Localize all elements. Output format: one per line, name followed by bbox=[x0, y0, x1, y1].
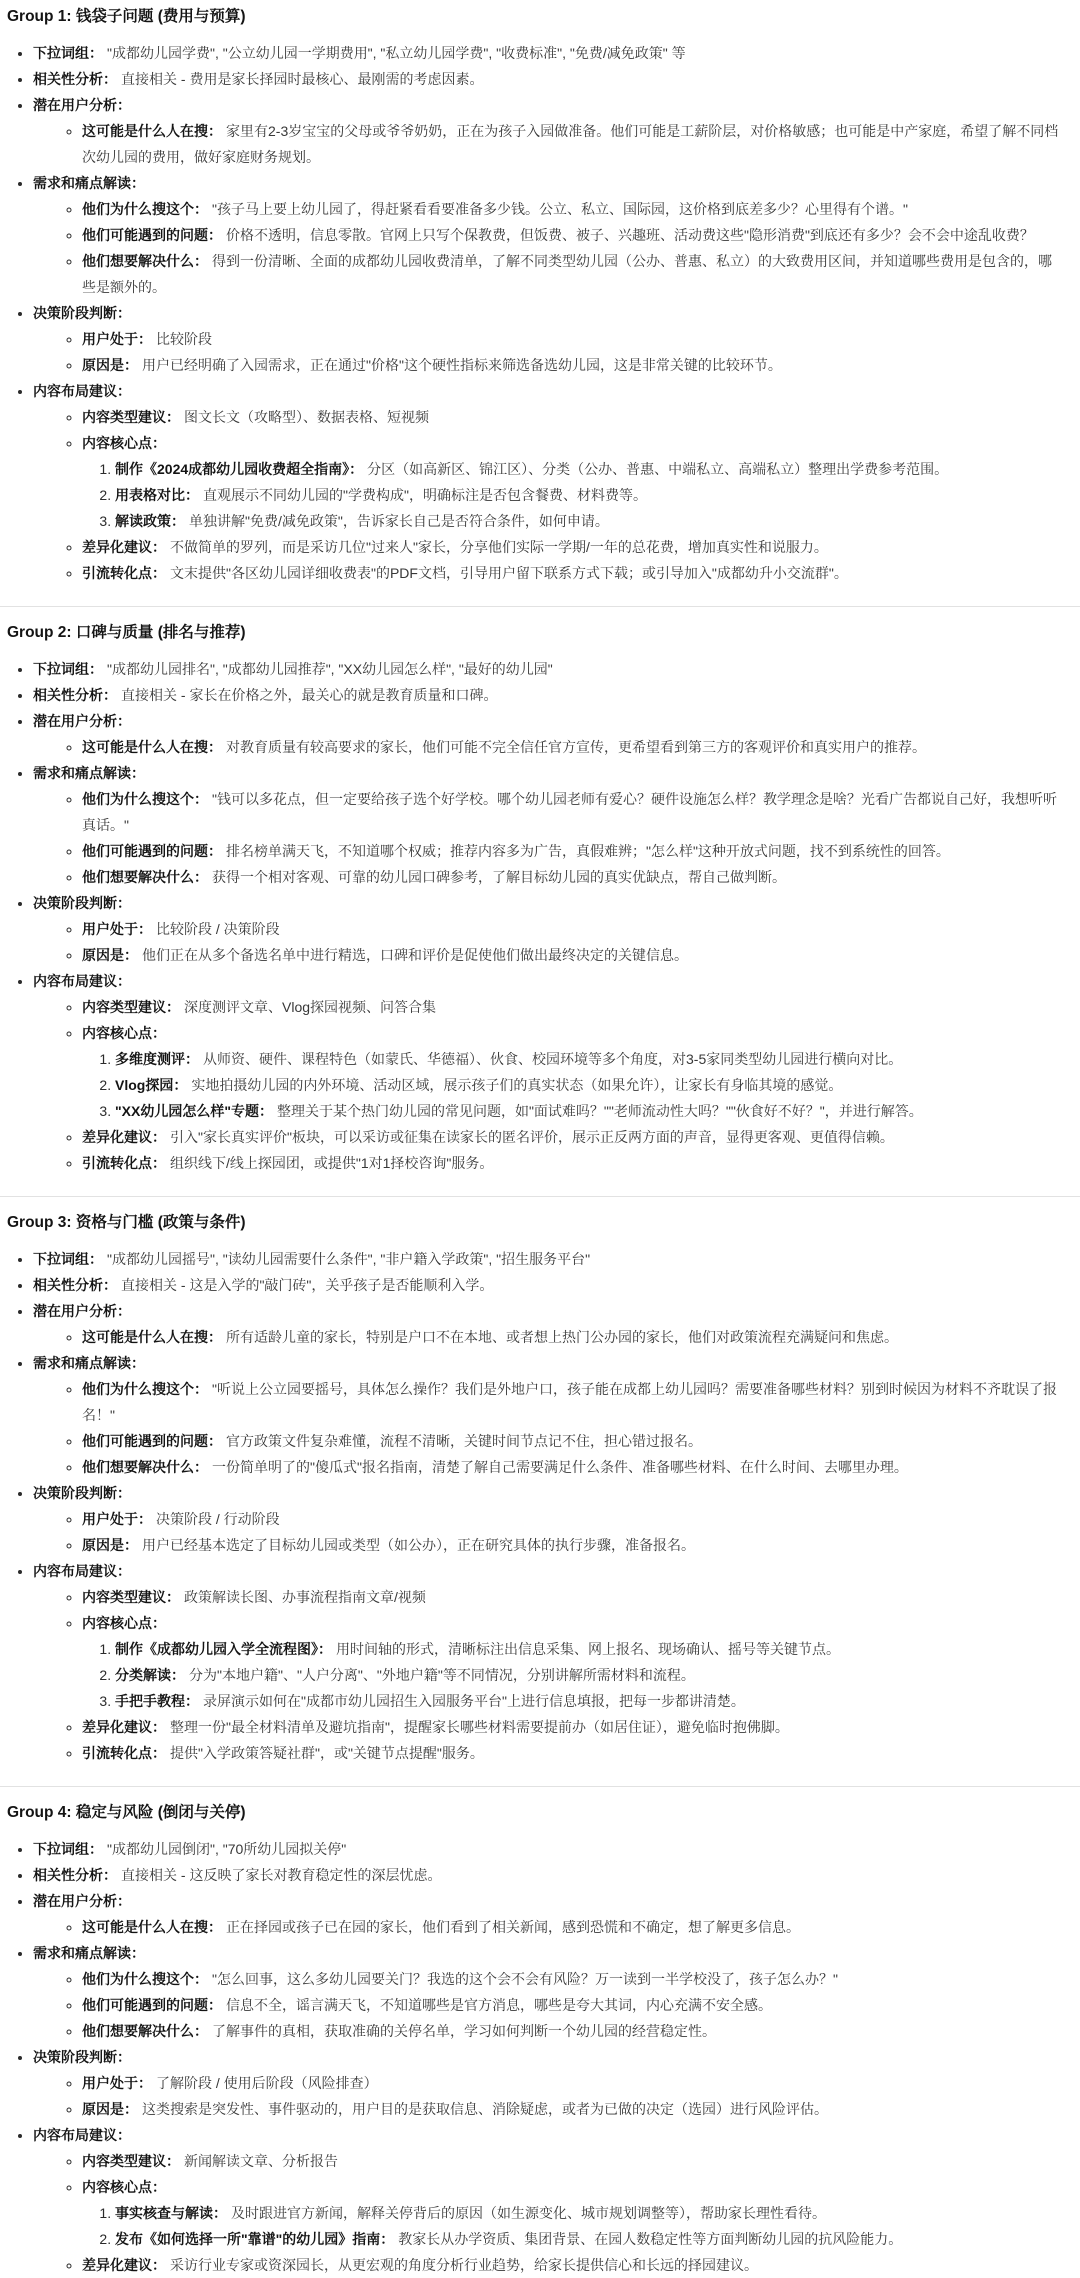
item-label: 决策阶段判断： bbox=[33, 305, 131, 321]
list-item bbox=[82, 1454, 1064, 1480]
numbered-list bbox=[82, 2200, 1064, 2252]
section-divider bbox=[0, 1196, 1080, 1197]
item-label: 内容布局建议： bbox=[33, 2127, 131, 2143]
list-item bbox=[82, 1914, 1064, 1940]
item-label: 用户处于： bbox=[82, 1511, 152, 1527]
item-text: 他们正在从多个备选名单中进行精选，口碑和评价是促使他们做出最终决定的关键信息。 bbox=[142, 947, 688, 963]
section-divider bbox=[0, 1786, 1080, 1787]
item-label: 事实核查与解读： bbox=[115, 2205, 227, 2221]
item-text: "孩子马上要上幼儿园了，得赶紧看看要准备多少钱。公立、私立、国际园，这价格到底差多少？心里得有个谱。" bbox=[212, 201, 908, 217]
item-text: 一份简单明了的"傻瓜式"报名指南，清楚了解自己需要满足什么条件、准备哪些材料、在什么时间、去哪里办理。 bbox=[212, 1459, 908, 1475]
sub-bullet-list bbox=[33, 196, 1064, 300]
item-label: 需求和痛点解读： bbox=[33, 175, 145, 191]
list-item bbox=[82, 994, 1064, 1020]
sub-bullet-list bbox=[33, 1914, 1064, 1940]
item-text: 直观展示不同幼儿园的"学费构成"，明确标注是否包含餐费、材料费等。 bbox=[203, 487, 647, 503]
item-label: 他们想要解决什么： bbox=[82, 253, 208, 269]
list-item bbox=[82, 1992, 1064, 2018]
list-item bbox=[82, 534, 1064, 560]
item-label: 潜在用户分析： bbox=[33, 1893, 131, 1909]
document bbox=[7, 6, 1064, 2278]
item-text: 深度测评文章、Vlog探园视频、问答合集 bbox=[184, 999, 437, 1015]
item-text: 排名榜单满天飞，不知道哪个权威；推荐内容多为广告，真假难辨；"怎么样"这种开放式问题，找不到系统性的回答。 bbox=[226, 843, 950, 859]
item-text: 采访行业专家或资深园长，从更宏观的角度分析行业趋势，给家长提供信心和长远的择园建议。 bbox=[170, 2257, 758, 2273]
list-item bbox=[82, 2252, 1064, 2278]
sub-bullet-list bbox=[33, 1376, 1064, 1480]
item-label: 用户处于： bbox=[82, 2075, 152, 2091]
item-label: 他们可能遇到的问题： bbox=[82, 843, 222, 859]
sub-bullet-list bbox=[33, 2070, 1064, 2122]
numbered-list bbox=[82, 1636, 1064, 1714]
list-item bbox=[82, 430, 1064, 534]
item-text: "钱可以多花点，但一定要给孩子选个好学校。哪个幼儿园老师有爱心？硬件设施怎么样？教学理念是啥？光看广告都说自己好，我想听听真话。" bbox=[82, 791, 1057, 833]
list-item bbox=[82, 352, 1064, 378]
item-label: 原因是： bbox=[82, 2101, 138, 2117]
item-label: 解读政策： bbox=[115, 513, 185, 529]
list-item bbox=[33, 300, 1064, 378]
list-item bbox=[33, 1298, 1064, 1350]
item-text: 了解事件的真相，获取准确的关停名单，学习如何判断一个幼儿园的经营稳定性。 bbox=[212, 2023, 716, 2039]
item-label: 他们想要解决什么： bbox=[82, 1459, 208, 1475]
list-item bbox=[33, 1480, 1064, 1558]
item-label: 发布《如何选择一所"靠谱"的幼儿园》指南： bbox=[115, 2231, 395, 2247]
group-section bbox=[7, 622, 1064, 1176]
list-item bbox=[82, 2174, 1064, 2252]
sub-bullet-list bbox=[33, 404, 1064, 586]
item-label: 决策阶段判断： bbox=[33, 1485, 131, 1501]
item-text: "成都幼儿园倒闭", "70所幼儿园拟关停" bbox=[107, 1841, 347, 1857]
list-item bbox=[33, 890, 1064, 968]
sub-bullet-list bbox=[33, 118, 1064, 170]
item-text: 信息不全，谣言满天飞，不知道哪些是官方消息，哪些是夸大其词，内心充满不安全感。 bbox=[226, 1997, 772, 2013]
list-item bbox=[82, 2070, 1064, 2096]
item-text: 官方政策文件复杂难懂，流程不清晰，关键时间节点记不住，担心错过报名。 bbox=[226, 1433, 702, 1449]
item-label: 内容核心点： bbox=[82, 2179, 166, 2195]
list-item bbox=[33, 656, 1064, 682]
item-text: "成都幼儿园学费", "公立幼儿园一学期费用", "私立幼儿园学费", "收费标准", "免费/减免政策" 等 bbox=[107, 45, 686, 61]
item-label: 内容核心点： bbox=[82, 435, 166, 451]
numbered-item bbox=[115, 1636, 1064, 1662]
list-item bbox=[82, 1506, 1064, 1532]
item-text: 新闻解读文章、分析报告 bbox=[184, 2153, 338, 2169]
numbered-item bbox=[115, 508, 1064, 534]
list-item bbox=[82, 1966, 1064, 1992]
item-label: 内容类型建议： bbox=[82, 409, 180, 425]
list-item bbox=[82, 222, 1064, 248]
item-text: 从师资、硬件、课程特色（如蒙氏、华德福）、伙食、校园环境等多个角度，对3-5家同类型幼儿园进行横向对比。 bbox=[203, 1051, 903, 1067]
item-label: 潜在用户分析： bbox=[33, 1303, 131, 1319]
item-label: 多维度测评： bbox=[115, 1051, 199, 1067]
bullet-list bbox=[7, 1246, 1064, 1766]
list-item bbox=[33, 760, 1064, 890]
list-item bbox=[82, 1584, 1064, 1610]
item-text: 不做简单的罗列，而是采访几位"过来人"家长，分享他们实际一学期/一年的总花费，增加真实性和说服力。 bbox=[170, 539, 828, 555]
numbered-item bbox=[115, 2200, 1064, 2226]
item-label: 决策阶段判断： bbox=[33, 895, 131, 911]
list-item bbox=[33, 1350, 1064, 1480]
numbered-item bbox=[115, 1098, 1064, 1124]
list-item bbox=[33, 2044, 1064, 2122]
item-label: "XX幼儿园怎么样"专题： bbox=[115, 1103, 273, 1119]
item-text: 了解阶段 / 使用后阶段（风险排查） bbox=[156, 2075, 378, 2091]
item-label: 他们想要解决什么： bbox=[82, 2023, 208, 2039]
list-item bbox=[82, 864, 1064, 890]
item-text: 文末提供"各区幼儿园详细收费表"的PDF文档，引导用户留下联系方式下载；或引导加入"成都幼升小交流群"。 bbox=[170, 565, 848, 581]
item-text: 引入"家长真实评价"板块，可以采访或征集在读家长的匿名评价，展示正反两方面的声音，显得更客观、更值得信赖。 bbox=[170, 1129, 894, 1145]
item-text: 提供"入学政策答疑社群"，或"关键节点提醒"服务。 bbox=[170, 1745, 484, 1761]
item-text: 直接相关 - 家长在价格之外，最关心的就是教育质量和口碑。 bbox=[121, 687, 498, 703]
item-label: 制作《2024成都幼儿园收费超全指南》： bbox=[115, 461, 364, 477]
item-label: 原因是： bbox=[82, 1537, 138, 1553]
list-item bbox=[33, 40, 1064, 66]
list-item bbox=[82, 734, 1064, 760]
section-divider bbox=[0, 606, 1080, 607]
numbered-item bbox=[115, 1688, 1064, 1714]
list-item bbox=[82, 1020, 1064, 1124]
item-label: 他们可能遇到的问题： bbox=[82, 1433, 222, 1449]
sub-bullet-list bbox=[33, 1324, 1064, 1350]
item-label: 相关性分析： bbox=[33, 1867, 117, 1883]
group-title: Group 1: 钱袋子问题 (费用与预算) bbox=[7, 8, 246, 25]
list-item bbox=[33, 1940, 1064, 2044]
item-text: 整理一份"最全材料清单及避坑指南"，提醒家长哪些材料需要提前办（如居住证），避免临时抱佛脚。 bbox=[170, 1719, 789, 1735]
list-item bbox=[82, 1324, 1064, 1350]
list-item bbox=[33, 1246, 1064, 1272]
sub-bullet-list bbox=[33, 734, 1064, 760]
list-item bbox=[82, 1150, 1064, 1176]
item-text: 教家长从办学资质、集团背景、在园人数稳定性等方面判断幼儿园的抗风险能力。 bbox=[398, 2231, 903, 2247]
item-text: 分区（如高新区、锦江区）、分类（公办、普惠、中端私立、高端私立）整理出学费参考范围。 bbox=[367, 461, 949, 477]
list-item bbox=[33, 378, 1064, 586]
item-label: 相关性分析： bbox=[33, 71, 117, 87]
list-item bbox=[82, 2018, 1064, 2044]
list-item bbox=[33, 1836, 1064, 1862]
item-text: 比较阶段 bbox=[156, 331, 212, 347]
group-title: Group 3: 资格与门槛 (政策与条件) bbox=[7, 1214, 246, 1231]
item-text: 得到一份清晰、全面的成都幼儿园收费清单，了解不同类型幼儿园（公办、普惠、私立）的大致费用区间，并知道哪些费用是包含的，哪些是额外的。 bbox=[82, 253, 1052, 295]
item-text: 图文长文（攻略型）、数据表格、短视频 bbox=[184, 409, 429, 425]
sub-bullet-list bbox=[33, 1584, 1064, 1766]
item-label: 用户处于： bbox=[82, 921, 152, 937]
group-section bbox=[7, 1212, 1064, 1766]
group-title: Group 4: 稳定与风险 (倒闭与关停) bbox=[7, 1804, 246, 1821]
item-label: 需求和痛点解读： bbox=[33, 1945, 145, 1961]
item-text: 所有适龄儿童的家长，特别是户口不在本地、或者想上热门公办园的家长，他们对政策流程充满疑问和焦虑。 bbox=[226, 1329, 898, 1345]
item-label: 这可能是什么人在搜： bbox=[82, 1919, 222, 1935]
item-label: 下拉词组： bbox=[33, 45, 103, 61]
numbered-item bbox=[115, 456, 1064, 482]
item-label: 相关性分析： bbox=[33, 687, 117, 703]
item-label: 这可能是什么人在搜： bbox=[82, 123, 222, 139]
list-item bbox=[82, 786, 1064, 838]
item-text: 决策阶段 / 行动阶段 bbox=[156, 1511, 280, 1527]
item-label: 他们为什么搜这个： bbox=[82, 201, 208, 217]
item-label: 这可能是什么人在搜： bbox=[82, 1329, 222, 1345]
list-item bbox=[82, 560, 1064, 586]
list-item bbox=[33, 968, 1064, 1176]
list-item bbox=[82, 326, 1064, 352]
item-label: 手把手教程： bbox=[115, 1693, 199, 1709]
list-item bbox=[82, 404, 1064, 430]
item-label: 差异化建议： bbox=[82, 1719, 166, 1735]
item-text: 家里有2-3岁宝宝的父母或爷爷奶奶，正在为孩子入园做准备。他们可能是工薪阶层，对价格敏感；也可能是中产家庭，希望了解不同档次幼儿园的费用，做好家庭财务规划。 bbox=[82, 123, 1059, 165]
item-label: Vlog探园： bbox=[115, 1077, 188, 1093]
group-section bbox=[7, 1802, 1064, 2278]
numbered-item bbox=[115, 1046, 1064, 1072]
list-item bbox=[82, 1124, 1064, 1150]
list-item bbox=[82, 942, 1064, 968]
sub-bullet-list bbox=[33, 916, 1064, 968]
item-text: 正在择园或孩子已在园的家长，他们看到了相关新闻，感到恐慌和不确定，想了解更多信息。 bbox=[226, 1919, 800, 1935]
list-item bbox=[82, 1428, 1064, 1454]
numbered-list bbox=[82, 456, 1064, 534]
item-label: 需求和痛点解读： bbox=[33, 765, 145, 781]
item-label: 用表格对比： bbox=[115, 487, 199, 503]
item-label: 潜在用户分析： bbox=[33, 713, 131, 729]
bullet-list bbox=[7, 1836, 1064, 2278]
item-text: 直接相关 - 这是入学的"敲门砖"，关乎孩子是否能顺利入学。 bbox=[121, 1277, 494, 1293]
item-label: 差异化建议： bbox=[82, 1129, 166, 1145]
item-text: 单独讲解"免费/减免政策"，告诉家长自己是否符合条件，如何申请。 bbox=[189, 513, 609, 529]
item-text: 直接相关 - 这反映了家长对教育稳定性的深层忧虑。 bbox=[121, 1867, 442, 1883]
list-item bbox=[33, 1862, 1064, 1888]
item-label: 他们可能遇到的问题： bbox=[82, 1997, 222, 2013]
item-label: 内容类型建议： bbox=[82, 999, 180, 1015]
item-label: 内容类型建议： bbox=[82, 1589, 180, 1605]
numbered-item bbox=[115, 1072, 1064, 1098]
item-label: 下拉词组： bbox=[33, 661, 103, 677]
list-item bbox=[82, 248, 1064, 300]
item-label: 他们为什么搜这个： bbox=[82, 1381, 208, 1397]
list-item bbox=[33, 66, 1064, 92]
item-text: 分为"本地户籍"、"人户分离"、"外地户籍"等不同情况，分别讲解所需材料和流程。 bbox=[189, 1667, 695, 1683]
item-label: 内容核心点： bbox=[82, 1615, 166, 1631]
item-label: 引流转化点： bbox=[82, 1745, 166, 1761]
item-text: "成都幼儿园摇号", "读幼儿园需要什么条件", "非户籍入学政策", "招生服务平台" bbox=[107, 1251, 591, 1267]
list-item bbox=[82, 1714, 1064, 1740]
list-item bbox=[33, 1558, 1064, 1766]
item-text: 获得一个相对客观、可靠的幼儿园口碑参考，了解目标幼儿园的真实优缺点，帮自己做判断。 bbox=[212, 869, 786, 885]
item-label: 内容类型建议： bbox=[82, 2153, 180, 2169]
numbered-item bbox=[115, 2226, 1064, 2252]
list-item bbox=[33, 92, 1064, 170]
item-label: 原因是： bbox=[82, 357, 138, 373]
list-item bbox=[82, 2096, 1064, 2122]
item-label: 决策阶段判断： bbox=[33, 2049, 131, 2065]
item-label: 制作《成都幼儿园入学全流程图》： bbox=[115, 1641, 332, 1657]
list-item bbox=[33, 1888, 1064, 1940]
item-label: 他们想要解决什么： bbox=[82, 869, 208, 885]
item-text: 组织线下/线上探园团，或提供"1对1择校咨询"服务。 bbox=[170, 1155, 494, 1171]
item-text: 用户已经基本选定了目标幼儿园或类型（如公办），正在研究具体的执行步骤，准备报名。 bbox=[142, 1537, 695, 1553]
list-item bbox=[82, 1376, 1064, 1428]
item-label: 这可能是什么人在搜： bbox=[82, 739, 222, 755]
list-item bbox=[33, 170, 1064, 300]
list-item bbox=[82, 196, 1064, 222]
item-label: 内容布局建议： bbox=[33, 1563, 131, 1579]
item-text: 录屏演示如何在"成都市幼儿园招生入园服务平台"上进行信息填报，把每一步都讲清楚。 bbox=[203, 1693, 745, 1709]
list-item bbox=[33, 2122, 1064, 2278]
item-label: 原因是： bbox=[82, 947, 138, 963]
item-text: 用户已经明确了入园需求，正在通过"价格"这个硬性指标来筛选备选幼儿园，这是非常关键的比较环节。 bbox=[142, 357, 782, 373]
list-item bbox=[82, 2148, 1064, 2174]
item-label: 需求和痛点解读： bbox=[33, 1355, 145, 1371]
list-item bbox=[82, 1740, 1064, 1766]
item-label: 分类解读： bbox=[115, 1667, 185, 1683]
item-text: 直接相关 - 费用是家长择园时最核心、最刚需的考虑因素。 bbox=[121, 71, 484, 87]
item-label: 相关性分析： bbox=[33, 1277, 117, 1293]
item-text: "成都幼儿园排名", "成都幼儿园推荐", "XX幼儿园怎么样", "最好的幼儿园" bbox=[107, 661, 553, 677]
numbered-item bbox=[115, 482, 1064, 508]
sub-bullet-list bbox=[33, 326, 1064, 378]
item-label: 内容布局建议： bbox=[33, 383, 131, 399]
item-label: 下拉词组： bbox=[33, 1841, 103, 1857]
item-text: 对教育质量有较高要求的家长，他们可能不完全信任官方宣传，更希望看到第三方的客观评价和真实用户的推荐。 bbox=[226, 739, 926, 755]
item-text: 用时间轴的形式，清晰标注出信息采集、网上报名、现场确认、摇号等关键节点。 bbox=[336, 1641, 840, 1657]
item-label: 内容布局建议： bbox=[33, 973, 131, 989]
item-label: 引流转化点： bbox=[82, 1155, 166, 1171]
item-label: 差异化建议： bbox=[82, 2257, 166, 2273]
sub-bullet-list bbox=[33, 786, 1064, 890]
item-label: 他们为什么搜这个： bbox=[82, 1971, 208, 1987]
item-label: 内容核心点： bbox=[82, 1025, 166, 1041]
list-item bbox=[33, 708, 1064, 760]
item-text: 及时跟进官方新闻，解释关停背后的原因（如生源变化、城市规划调整等），帮助家长理性看待。 bbox=[231, 2205, 826, 2221]
list-item bbox=[82, 916, 1064, 942]
item-label: 用户处于： bbox=[82, 331, 152, 347]
item-label: 他们为什么搜这个： bbox=[82, 791, 208, 807]
list-item bbox=[82, 1532, 1064, 1558]
numbered-list bbox=[82, 1046, 1064, 1124]
group-title: Group 2: 口碑与质量 (排名与推荐) bbox=[7, 624, 246, 641]
item-text: 价格不透明，信息零散。官网上只写个保教费，但饭费、被子、兴趣班、活动费这些"隐形消费"到底还有多少？会不会中途乱收费？ bbox=[226, 227, 1034, 243]
list-item bbox=[82, 838, 1064, 864]
item-text: 这类搜索是突发性、事件驱动的，用户目的是获取信息、消除疑虑，或者为已做的决定（选园）进行风险评估。 bbox=[142, 2101, 828, 2117]
group-section bbox=[7, 6, 1064, 586]
item-label: 下拉词组： bbox=[33, 1251, 103, 1267]
item-text: 整理关于某个热门幼儿园的常见问题，如"面试难吗？""老师流动性大吗？""伙食好不好？"，并进行解答。 bbox=[276, 1103, 923, 1119]
numbered-item bbox=[115, 1662, 1064, 1688]
item-label: 潜在用户分析： bbox=[33, 97, 131, 113]
item-label: 引流转化点： bbox=[82, 565, 166, 581]
sub-bullet-list bbox=[33, 2148, 1064, 2278]
sub-bullet-list bbox=[33, 1966, 1064, 2044]
list-item bbox=[82, 118, 1064, 170]
list-item bbox=[82, 1610, 1064, 1714]
item-label: 差异化建议： bbox=[82, 539, 166, 555]
list-item bbox=[33, 682, 1064, 708]
sub-bullet-list bbox=[33, 1506, 1064, 1558]
item-text: 比较阶段 / 决策阶段 bbox=[156, 921, 280, 937]
item-text: 政策解读长图、办事流程指南文章/视频 bbox=[184, 1589, 426, 1605]
item-text: "听说上公立园要摇号，具体怎么操作？我们是外地户口，孩子能在成都上幼儿园吗？需要准备哪些材料？别到时候因为材料不齐耽误了报名！" bbox=[82, 1381, 1057, 1423]
item-text: 实地拍摄幼儿园的内外环境、活动区域，展示孩子们的真实状态（如果允许），让家长有身临其境的感觉。 bbox=[191, 1077, 843, 1093]
bullet-list bbox=[7, 40, 1064, 586]
item-label: 他们可能遇到的问题： bbox=[82, 227, 222, 243]
bullet-list bbox=[7, 656, 1064, 1176]
item-text: "怎么回事，这么多幼儿园要关门？我选的这个会不会有风险？万一读到一半学校没了，孩子怎么办？" bbox=[212, 1971, 838, 1987]
list-item bbox=[33, 1272, 1064, 1298]
sub-bullet-list bbox=[33, 994, 1064, 1176]
